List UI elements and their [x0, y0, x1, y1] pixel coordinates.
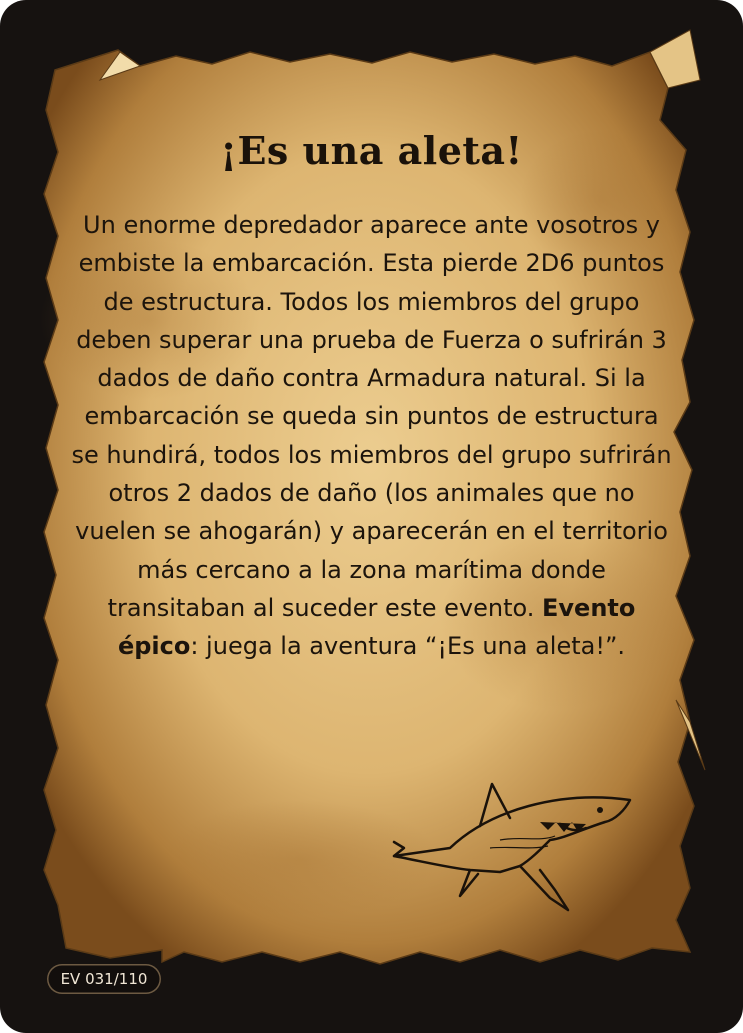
shark-icon: [380, 770, 650, 930]
card-body: [70, 206, 673, 666]
card-code-badge: EV 031/110: [47, 964, 161, 994]
epic-event-label: Evento épico: [117, 593, 636, 661]
epic-event-text: : juega la aventura “¡Es una aleta!”.: [190, 632, 626, 661]
card-body-text: Un enorme depredador aparece ante vosotros y embiste la embarcación. Esta pierde 2D6 puntos de estructura. Todos los miembros del grupo deben superar una prueba de Fuerza o sufrirán 3 dados de daño contra Armadura natural. Si la embarcación se queda sin puntos de estructura se hundirá, todos los miembros del grupo sufrirán otros 2 dados de daño (los animales que no vuelen se ahogarán) y aparecerán en el territorio más cercano a la zona marítima donde transitaban al suceder este evento.: [71, 211, 672, 622]
card-title: ¡Es una aleta!: [220, 128, 523, 173]
